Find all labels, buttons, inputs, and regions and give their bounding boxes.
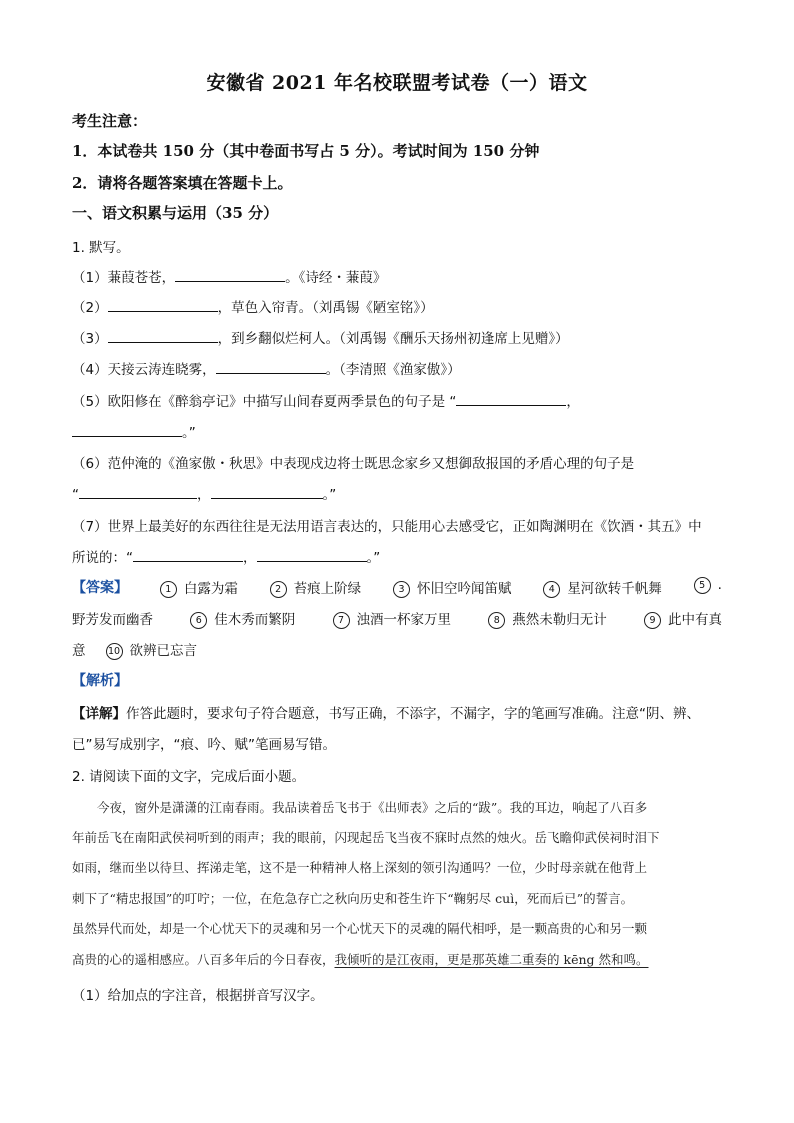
answer-item: 5 . [694,577,722,598]
q1-line-4-suffix: 。（李清照《渔家傲》） [325,362,461,378]
circled-number: 1 [160,581,177,598]
circled-number: 3 [393,581,410,598]
question-2-stem: 2. 请阅读下面的文字，完成后面小题。 [72,769,306,785]
answer-item: 4 星河欲转千帆舞 [543,577,662,598]
answer-item: 野芳发而幽香 [72,612,153,628]
page-title: 安徽省 2021 年名校联盟考试卷（一）语文 [206,72,588,94]
answer-item: 欲辨已忘言 [129,643,197,659]
q1-line-7b [72,546,380,566]
passage-line [72,950,722,968]
q1-line-7a: （7）世界上最美好的东西往往是无法用语言表达的，只能用心去感受它，正如陶渊明在《饮酒・其五》中 [72,519,702,535]
circled-number: 8 [488,612,505,629]
sub-question-1: （1）给加点的字注音，根据拼音写汉字。 [72,988,324,1004]
notice-item-1: 1．本试卷共 150 分（其中卷面书写占 5 分）。考试时间为 150 分钟 [72,142,540,160]
circled-number: 5 [694,577,711,594]
question-1-stem: 1. 默写。 [72,240,130,256]
answer-item: 7 浊酒一杯家万里 [333,608,452,629]
passage-line: 如雨，继而坐以待旦、挥涕走笔，这不是一种精神人格上深刻的领引沟通吗？一位，少时母亲就在他背上 [72,860,648,875]
circled-number: 4 [543,581,560,598]
detail-tag: 【详解】 [72,706,126,722]
detail-line-2: 已”易写成别字，“痕、吟、赋”笔画易写错。 [72,737,336,753]
answer-blank [108,299,218,312]
answer-row-1 [72,577,722,598]
notice-item-2: 2．请将各题答案填在答题卡上。 [72,174,293,192]
q1-line-7-suffix: 。” [366,550,381,566]
q1-line-1-prefix: （1）蒹葭苍苍， [72,270,176,286]
detail-line-1 [72,702,700,722]
answer-item: 2 苔痕上阶绿 [270,577,362,598]
answer-blank [108,330,218,343]
answer-item: 8 燕然未勒归无计 [488,608,607,629]
answer-blank [72,424,182,437]
q1-line-6-comma: ， [197,487,211,503]
section-heading: 一、语文积累与运用（35 分） [72,204,279,222]
circled-number: 2 [270,581,287,598]
circled-number: 10 [106,643,123,660]
q1-line-3-suffix: ，到乡翻似烂柯人。（刘禹锡《酬乐天扬州初逢席上见赠》） [217,331,569,347]
answer-item: 3 怀旧空吟闻笛赋 [393,577,512,598]
answer-item: 6 佳木秀而繁阴 [190,608,295,629]
passage-text: 高贵的心的遥相感应。八百多年后的今日春夜， [72,952,335,967]
underlined-sentence: 我倾听的是江夜雨，更是那英雄二重奏的 kēng 然和鸣。 [334,952,649,967]
q1-line-5a [72,390,580,410]
q1-line-6-open-quote: “ [72,487,79,503]
q1-line-7-prefix: 所说的：“ [72,550,133,566]
answer-tag: 【答案】 [72,580,128,596]
answer-blank [175,269,285,282]
answer-item: 意 [72,643,86,659]
q1-line-7-comma: ， [243,550,257,566]
passage-line: 年前岳飞在南阳武侯祠听到的雨声；我的眼前，闪现起岳飞当夜不寐时点然的烛火。岳飞瞻仰武侯祠时泪下 [72,830,660,845]
q1-line-3 [72,327,569,347]
q1-line-5-comma: ， [566,394,580,410]
detail-text-1: 作答此题时，要求句子符合题意，书写正确，不添字，不漏字，字的笔画写准确。注意“阴、辨、 [126,706,700,722]
q1-line-6a: （6）范仲淹的《渔家傲・秋思》中表现戍边将士既思念家乡又想御敌报国的矛盾心理的句子是 [72,456,635,472]
answer-blank [79,486,197,499]
circled-number: 6 [190,612,207,629]
passage-line: 虽然异代而处，却是一个心忧天下的灵魂和另一个心忧天下的灵魂的隔代相呼，是一颗高贵的心和另一颗 [72,921,648,936]
q1-line-4 [72,358,461,378]
q1-line-5-prefix: （5）欧阳修在《醉翁亭记》中描写山间春夏两季景色的句子是 “ [72,394,457,410]
circled-number: 7 [333,612,350,629]
answer-row-2 [72,608,722,629]
q1-line-5b [72,421,196,441]
q1-line-2 [72,296,434,316]
answer-blank [211,486,323,499]
circled-number: 9 [644,612,661,629]
answer-item: 1 白露为霜 [160,577,238,598]
q1-line-2-suffix: ，草色入帘青。（刘禹锡《陋室铭》） [217,300,434,316]
answer-blank [456,393,566,406]
passage-line: 刺下了“精忠报国”的叮咛；一位，在危急存亡之秋向历史和苍生许下“鞠躬尽 cuì，死而后已”的誓言。 [72,891,634,906]
q1-line-6-suffix: 。” [322,487,337,503]
q1-line-4-prefix: （4）天接云涛连晓雾， [72,362,216,378]
answer-blank [133,549,243,562]
q1-line-2-prefix: （2） [72,300,108,316]
answer-item: 9 此中有真 [644,608,722,629]
answer-row-3 [72,639,197,660]
answer-blank [216,361,326,374]
answer-blank [257,549,367,562]
notice-heading: 考生注意： [72,112,148,130]
passage-line: 今夜，窗外是潇潇的江南春雨。我品读着岳飞书于《出师表》之后的“跋”。我的耳边，响起了八百多 [97,800,648,815]
q1-line-5-suffix: 。” [182,425,196,441]
q1-line-1 [72,266,386,286]
q1-line-3-prefix: （3） [72,331,108,347]
q1-line-1-suffix: 。《诗经・蒹葭》 [285,270,387,286]
analysis-tag: 【解析】 [72,673,128,689]
q1-line-6b [72,483,336,503]
